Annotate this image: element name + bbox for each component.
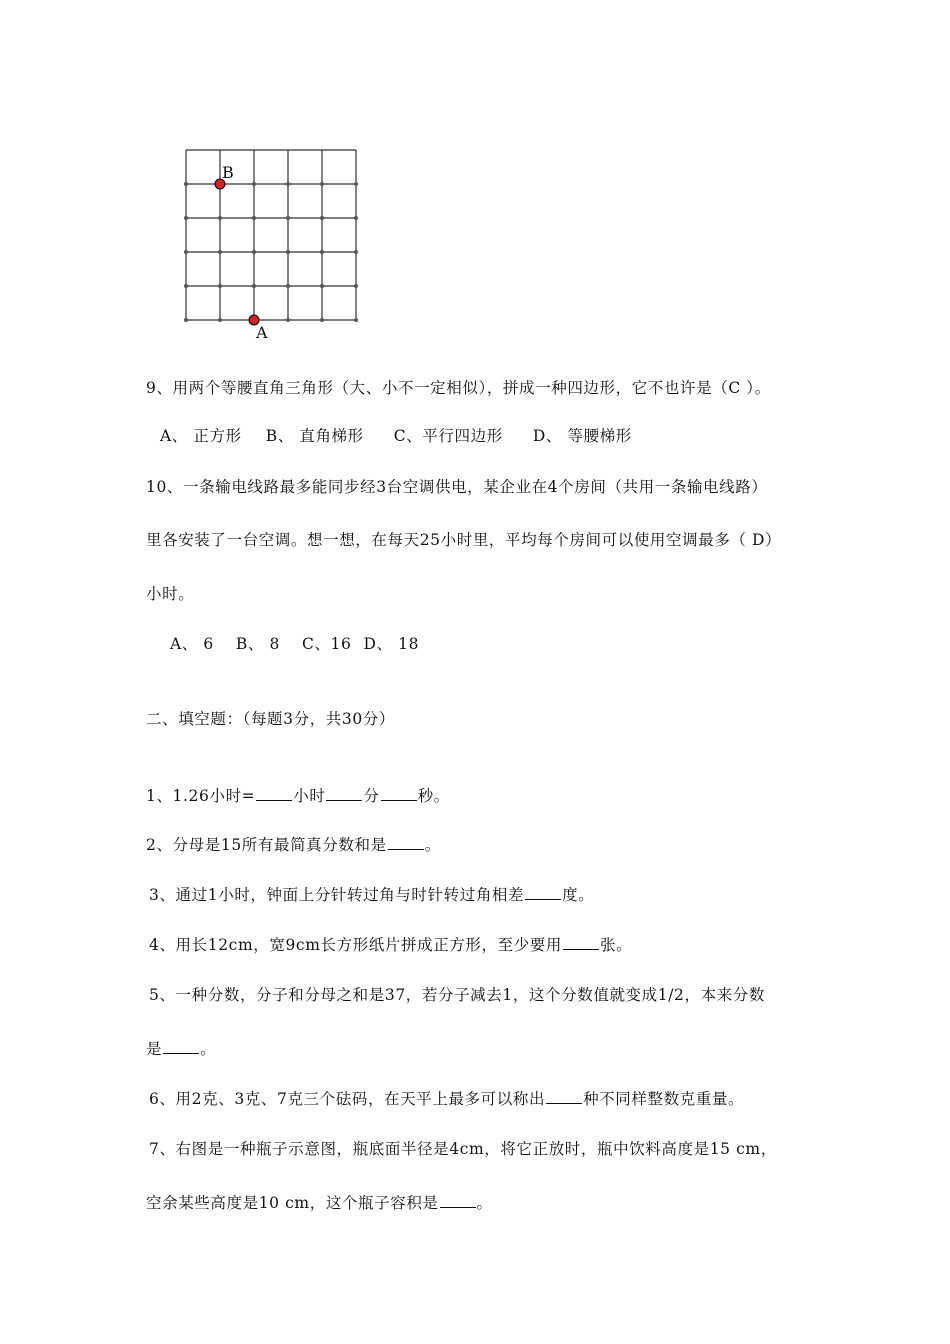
fill-q3-part1: 3、通过1小时，钟面上分针转过角与时针转过角相差 bbox=[149, 886, 525, 904]
fill-q3 bbox=[149, 885, 594, 905]
section2-heading: 二、填空题：（每题3分，共30分） bbox=[146, 710, 396, 728]
q10-option-c: C、16 bbox=[301, 635, 352, 653]
q9-text: 9、用两个等腰直角三角形（大、小不一定相似），拼成一种四边形，它不也许是（C ）。 bbox=[146, 379, 771, 397]
fill-q6-part1: 6、用2克、3克、7克三个砝码，在天平上最多可以称出 bbox=[149, 1090, 546, 1108]
q9-option-d: D、 等腰梯形 bbox=[532, 427, 632, 445]
fill-q1-part4: 秒。 bbox=[417, 787, 450, 805]
grid-lines bbox=[186, 150, 356, 320]
q10-line1: 10、一条输电线路最多能同步经3台空调供电，某企业在4个房间（共用一条输电线路） bbox=[146, 478, 768, 496]
answer-blank bbox=[546, 1089, 582, 1104]
fill-q1 bbox=[146, 786, 450, 806]
fill-q2-part2: 。 bbox=[424, 836, 441, 854]
answer-blank bbox=[163, 1039, 199, 1054]
fill-q5-line1: 5、一种分数，分子和分母之和是37，若分子减去1，这个分数值就变成1/2，本来分数 bbox=[149, 986, 765, 1004]
q10-option-a: A、 6 bbox=[170, 635, 214, 653]
q10-option-b: B、 8 bbox=[235, 635, 280, 653]
fill-q5-line2 bbox=[146, 1039, 216, 1059]
answer-blank bbox=[525, 885, 561, 900]
point-a-label: A bbox=[256, 323, 268, 342]
q9-options bbox=[160, 426, 632, 446]
fill-q4 bbox=[149, 935, 632, 955]
q9-option-c: C、平行四边形 bbox=[393, 427, 503, 445]
fill-q1-part1: 1、1.26小时= bbox=[146, 787, 256, 805]
q10-option-d: D、 18 bbox=[363, 635, 420, 653]
fill-q7-line2 bbox=[146, 1193, 493, 1213]
fill-q5-part1: 是 bbox=[146, 1040, 163, 1058]
fill-q7-part1: 空余某些高度是10 cm，这个瓶子容积是 bbox=[146, 1194, 439, 1212]
fill-q4-part1: 4、用长12cm，宽9cm长方形纸片拼成正方形，至少要用 bbox=[149, 936, 563, 954]
point-b-label: B bbox=[222, 163, 234, 182]
fill-q6-part2: 种不同样整数克重量。 bbox=[583, 1090, 745, 1108]
answer-blank bbox=[440, 1193, 476, 1208]
answer-blank bbox=[326, 786, 362, 801]
answer-blank bbox=[256, 786, 292, 801]
fill-q2-part1: 2、分母是15所有最简真分数和是 bbox=[146, 836, 387, 854]
answer-blank bbox=[388, 835, 424, 850]
q9-option-a: A、 正方形 bbox=[160, 427, 242, 445]
fill-q2 bbox=[146, 835, 441, 855]
fill-q1-part2: 小时 bbox=[293, 787, 326, 805]
answer-blank bbox=[381, 786, 417, 801]
q9-option-b: B、 直角梯形 bbox=[265, 427, 364, 445]
q10-line2: 里各安装了一台空调。想一想，在每天25小时里，平均每个房间可以使用空调最多（ D） bbox=[146, 531, 782, 549]
fill-q7-part2: 。 bbox=[476, 1194, 493, 1212]
q10-options bbox=[170, 634, 419, 654]
grid-figure bbox=[176, 140, 376, 350]
q10-line3: 小时。 bbox=[146, 585, 195, 603]
fill-q3-part2: 度。 bbox=[562, 886, 595, 904]
answer-blank bbox=[563, 935, 599, 950]
fill-q7-line1: 7、右图是一种瓶子示意图，瓶底面半径是4cm，将它正放时，瓶中饮料高度是15 cm， bbox=[149, 1140, 777, 1158]
fill-q1-part3: 分 bbox=[363, 787, 380, 805]
fill-q5-part2: 。 bbox=[200, 1040, 217, 1058]
fill-q6 bbox=[149, 1089, 744, 1109]
fill-q4-part2: 张。 bbox=[600, 936, 633, 954]
